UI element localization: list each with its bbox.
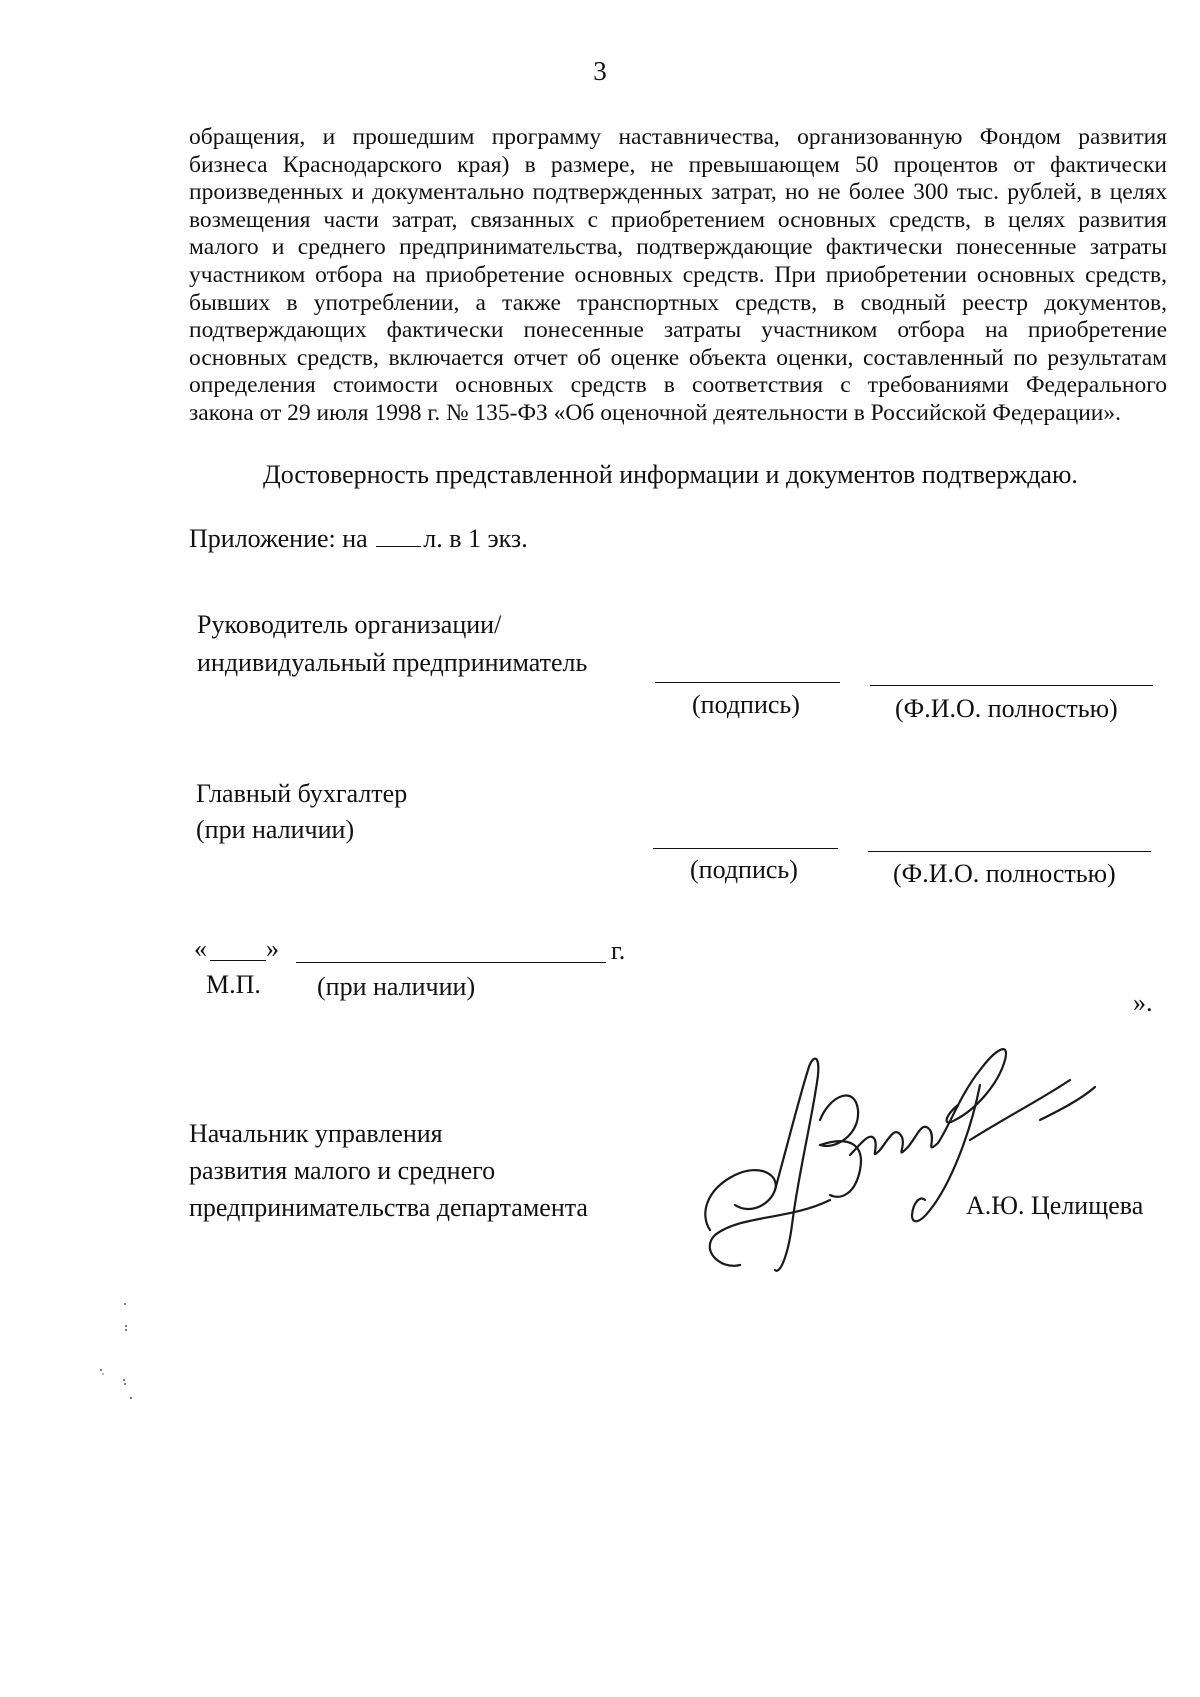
appendix-suffix: л. в 1 экз.	[423, 524, 528, 553]
director-title-line2: индивидуальный предприниматель	[197, 648, 588, 677]
confirmation-statement: Достоверность представленной информации и документов подтверждаю.	[263, 460, 1078, 489]
body-line: бизнеса Краснодарского края) в размере, не превышающем 50 процентов от фактически	[189, 151, 1167, 178]
body-line: участником отбора на приобретение основных средств. При приобретении основных средств,	[189, 261, 1167, 288]
body-line: обращения, и прошедшим программу наставничества, организованную Фондом развития	[189, 124, 1167, 150]
director-title-line1: Руководитель организации/	[197, 610, 502, 639]
date-year-suffix: г.	[611, 936, 626, 965]
accountant-name-caption: (Ф.И.О. полностью)	[893, 859, 1116, 888]
closing-mark: ».	[1133, 988, 1153, 1017]
body-paragraph	[189, 124, 1167, 428]
date-month-blank	[296, 962, 606, 963]
date-open-quote: «	[194, 934, 207, 963]
head-title-line1: Начальник управления	[189, 1119, 443, 1148]
body-line: основных средств, включается отчет об оценке объекта оценки, составленный по результатам	[189, 344, 1167, 371]
head-name: А.Ю. Целищева	[966, 1191, 1144, 1220]
head-title-line3: предпринимательства департамента	[189, 1193, 588, 1222]
body-line: подтверждающих фактически понесенные затраты участником отбора на приобретение	[189, 317, 1167, 344]
body-line: малого и среднего предпринимательства, подтверждающие фактически понесенные затраты	[189, 234, 1167, 261]
body-line: определения стоимости основных средств в соответствия с требованиями Федерального	[189, 372, 1167, 399]
head-title-line2: развития малого и среднего	[189, 1156, 496, 1185]
director-name-line	[870, 685, 1153, 686]
accountant-name-line	[868, 851, 1151, 852]
appendix-line	[189, 524, 528, 554]
stamp-label: М.П.	[206, 970, 261, 999]
director-signature-caption: (подпись)	[692, 690, 800, 719]
stamp-note: (при наличии)	[317, 972, 476, 1001]
handwritten-signature	[680, 1025, 1110, 1285]
date-close-quote: »	[266, 934, 279, 963]
director-signature-line	[655, 682, 840, 683]
page-number: 3	[593, 56, 607, 86]
accountant-signature-line	[653, 848, 838, 849]
body-line: возмещения части затрат, связанных с приобретением основных средств, в целях развития	[189, 206, 1167, 233]
head-title	[189, 1115, 588, 1226]
appendix-pages-blank	[376, 524, 421, 547]
director-name-caption: (Ф.И.О. полностью)	[895, 694, 1118, 723]
body-line: произведенных и документально подтвержденных затрат, но не более 300 тыс. рублей, в целях	[189, 179, 1167, 206]
body-line: бывших в употреблении, а также транспортных средств, в сводный реестр документов,	[189, 289, 1167, 316]
accountant-signature-caption: (подпись)	[690, 855, 798, 884]
appendix-prefix: Приложение: на	[189, 524, 368, 553]
date-day-blank	[210, 960, 266, 961]
accountant-title-line1: Главный бухгалтер	[196, 779, 408, 808]
body-line: закона от 29 июля 1998 г. № 135-ФЗ «Об оценочной деятельности в Российской Федерации».	[189, 399, 1121, 426]
accountant-title-line2: (при наличии)	[196, 815, 355, 844]
scan-speck-marks	[95, 1300, 145, 1410]
